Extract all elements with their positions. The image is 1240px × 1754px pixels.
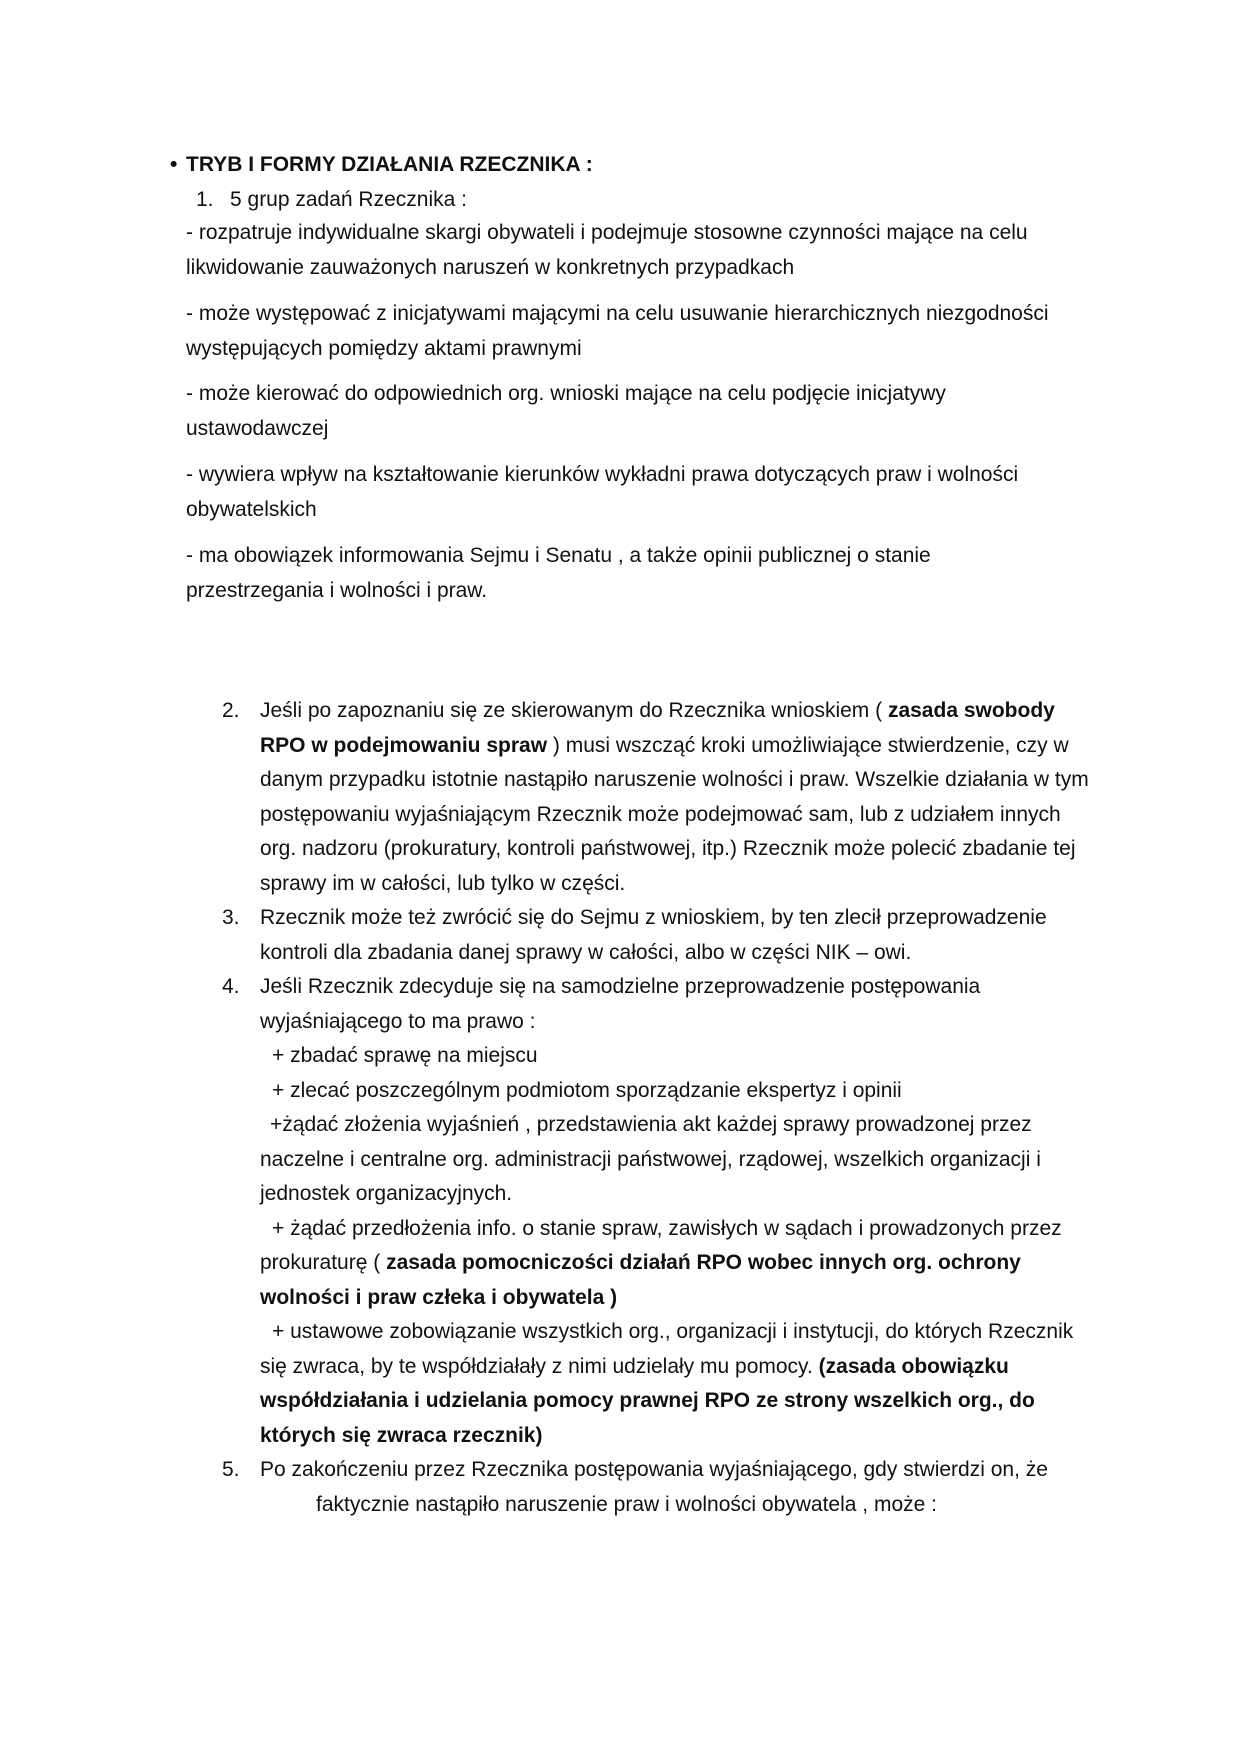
item-number: 2.: [222, 699, 240, 722]
principle-text: (zasada obowiązku współdziałania i udzielania pomocy prawnej RPO ze strony wszelkich org., do których się zwraca rzecznik): [260, 1354, 1035, 1447]
bullet-icon: •: [170, 153, 178, 176]
sub-item: + zlecać poszczególnym podmiotom sporządzanie ekspertyz i opinii: [272, 1078, 902, 1102]
list-item-2: 2. Jeśli po zapoznaniu się ze skierowanym do Rzecznika wnioskiem ( zasada swobody RPO w podejmowaniu spraw ) musi wszcząć kroki umożliwiające stwierdzenie, czy w danym przypadku istotnie nastąpiło naruszenie wolności i praw. Wszelkie działania w tym postępowaniu wyjaśniającym Rzecznik może podejmować sam, lub z udziałem innych org. nadzoru (prokuratury, kontroli państwowej, itp.) Rzecznik może polecić zbadanie tej sprawy im w całości, lub tylko w części.: [222, 694, 1102, 901]
task-paragraph-5: - ma obowiązek informowania Sejmu i Senatu , a także opinii publicznej o stanie przestrzegania i wolności i praw.: [186, 544, 931, 602]
task-paragraph-1: - rozpatruje indywidualne skargi obywateli i podejmuje stosowne czynności mające na celu likwidowanie zauważonych naruszeń w konkretnych przypadkach: [186, 221, 1028, 279]
list-item-5: 5. Po zakończeniu przez Rzecznika postępowania wyjaśniającego, gdy stwierdzi on, żefaktycznie nastąpiło naruszenie praw i wolności obywatela , może :: [222, 1453, 1102, 1522]
heading-text: TRYB I FORMY DZIAŁANIA RZECZNIKA :: [186, 153, 593, 176]
item-number: 5.: [222, 1458, 240, 1481]
list-item-4: 4. Jeśli Rzecznik zdecyduje się na samodzielne przeprowadzenie postępowania wyjaśniającego to ma prawo : + zbadać sprawę na miejscu + zlecać poszczególnym podmiotom sporządzanie ekspertyz i opinii +żądać złożenia wyjaśnień , przedstawienia akt każdej sprawy prowadzonej przez naczelne i centralne org. administracji państwowej, rządowej, wszelkich organizacji i jednostek organizacyjnych. + żądać przedłożenia info. o stanie spraw, zawisłych w sądach i prowadzonych przez prokuraturę ( zasada pomocniczości działań RPO wobec innych org. ochrony wolności i praw człeka i obywatela ) + ustawowe zobowiązanie wszystkich org., organizacji i instytucji, do których Rzecznik się zwraca, by te współdziałały z nimi udzielały mu pomocy. (zasada obowiązku współdziałania i udzielania pomocy prawnej RPO ze strony wszelkich org., do których się zwraca rzecznik): [222, 970, 1102, 1453]
list-item-3: 3. Rzecznik może też zwrócić się do Sejmu z wnioskiem, by ten zlecił przeprowadzenie kontroli dla zbadania danej sprawy w całości, albo w części NIK – owi.: [222, 901, 1102, 970]
principle-text: zasada swobody RPO w podejmowaniu spraw: [260, 699, 1055, 757]
list-item-1: [196, 183, 467, 218]
item-number: 3.: [222, 906, 240, 929]
item-number: 4.: [222, 975, 240, 998]
sub-item: + ustawowe zobowiązanie wszystkich org., organizacji i instytucji, do których Rzecznik się zwraca, by te współdziałały z nimi udzielały mu pomocy. (zasada obowiązku współdziałania i udzielania pomocy prawnej RPO ze strony wszelkich org., do których się zwraca rzecznik): [260, 1320, 1074, 1447]
section-heading: [170, 148, 593, 182]
item-number: 1.: [196, 188, 214, 211]
principle-text: zasada pomocniczości działań RPO wobec innych org. ochrony wolności i praw człeka i obywatela ): [260, 1251, 1021, 1309]
task-paragraph-3: - może kierować do odpowiednich org. wnioski mające na celu podjęcie inicjatywy ustawodawczej: [186, 382, 946, 440]
item-text: 5 grup zadań Rzecznika :: [230, 188, 467, 211]
numbered-list: [222, 694, 1102, 1522]
task-paragraph-2: - może występować z inicjatywami mającymi na celu usuwanie hierarchicznych niezgodności występujących pomiędzy aktami prawnymi: [186, 302, 1049, 360]
sub-item: +żądać złożenia wyjaśnień , przedstawienia akt każdej sprawy prowadzonej przez naczelne i centralne org. administracji państwowej, rządowej, wszelkich organizacji i jednostek organizacyjnych.: [260, 1113, 1041, 1205]
sub-item: + zbadać sprawę na miejscu: [272, 1044, 538, 1067]
task-paragraph-4: - wywiera wpływ na kształtowanie kierunków wykładni prawa dotyczących praw i wolności obywatelskich: [186, 463, 1019, 521]
sub-item: + żądać przedłożenia info. o stanie spraw, zawisłych w sądach i prowadzonych przez prokuraturę ( zasada pomocniczości działań RPO wobec innych org. ochrony wolności i praw człeka i obywatela ): [260, 1216, 1062, 1309]
